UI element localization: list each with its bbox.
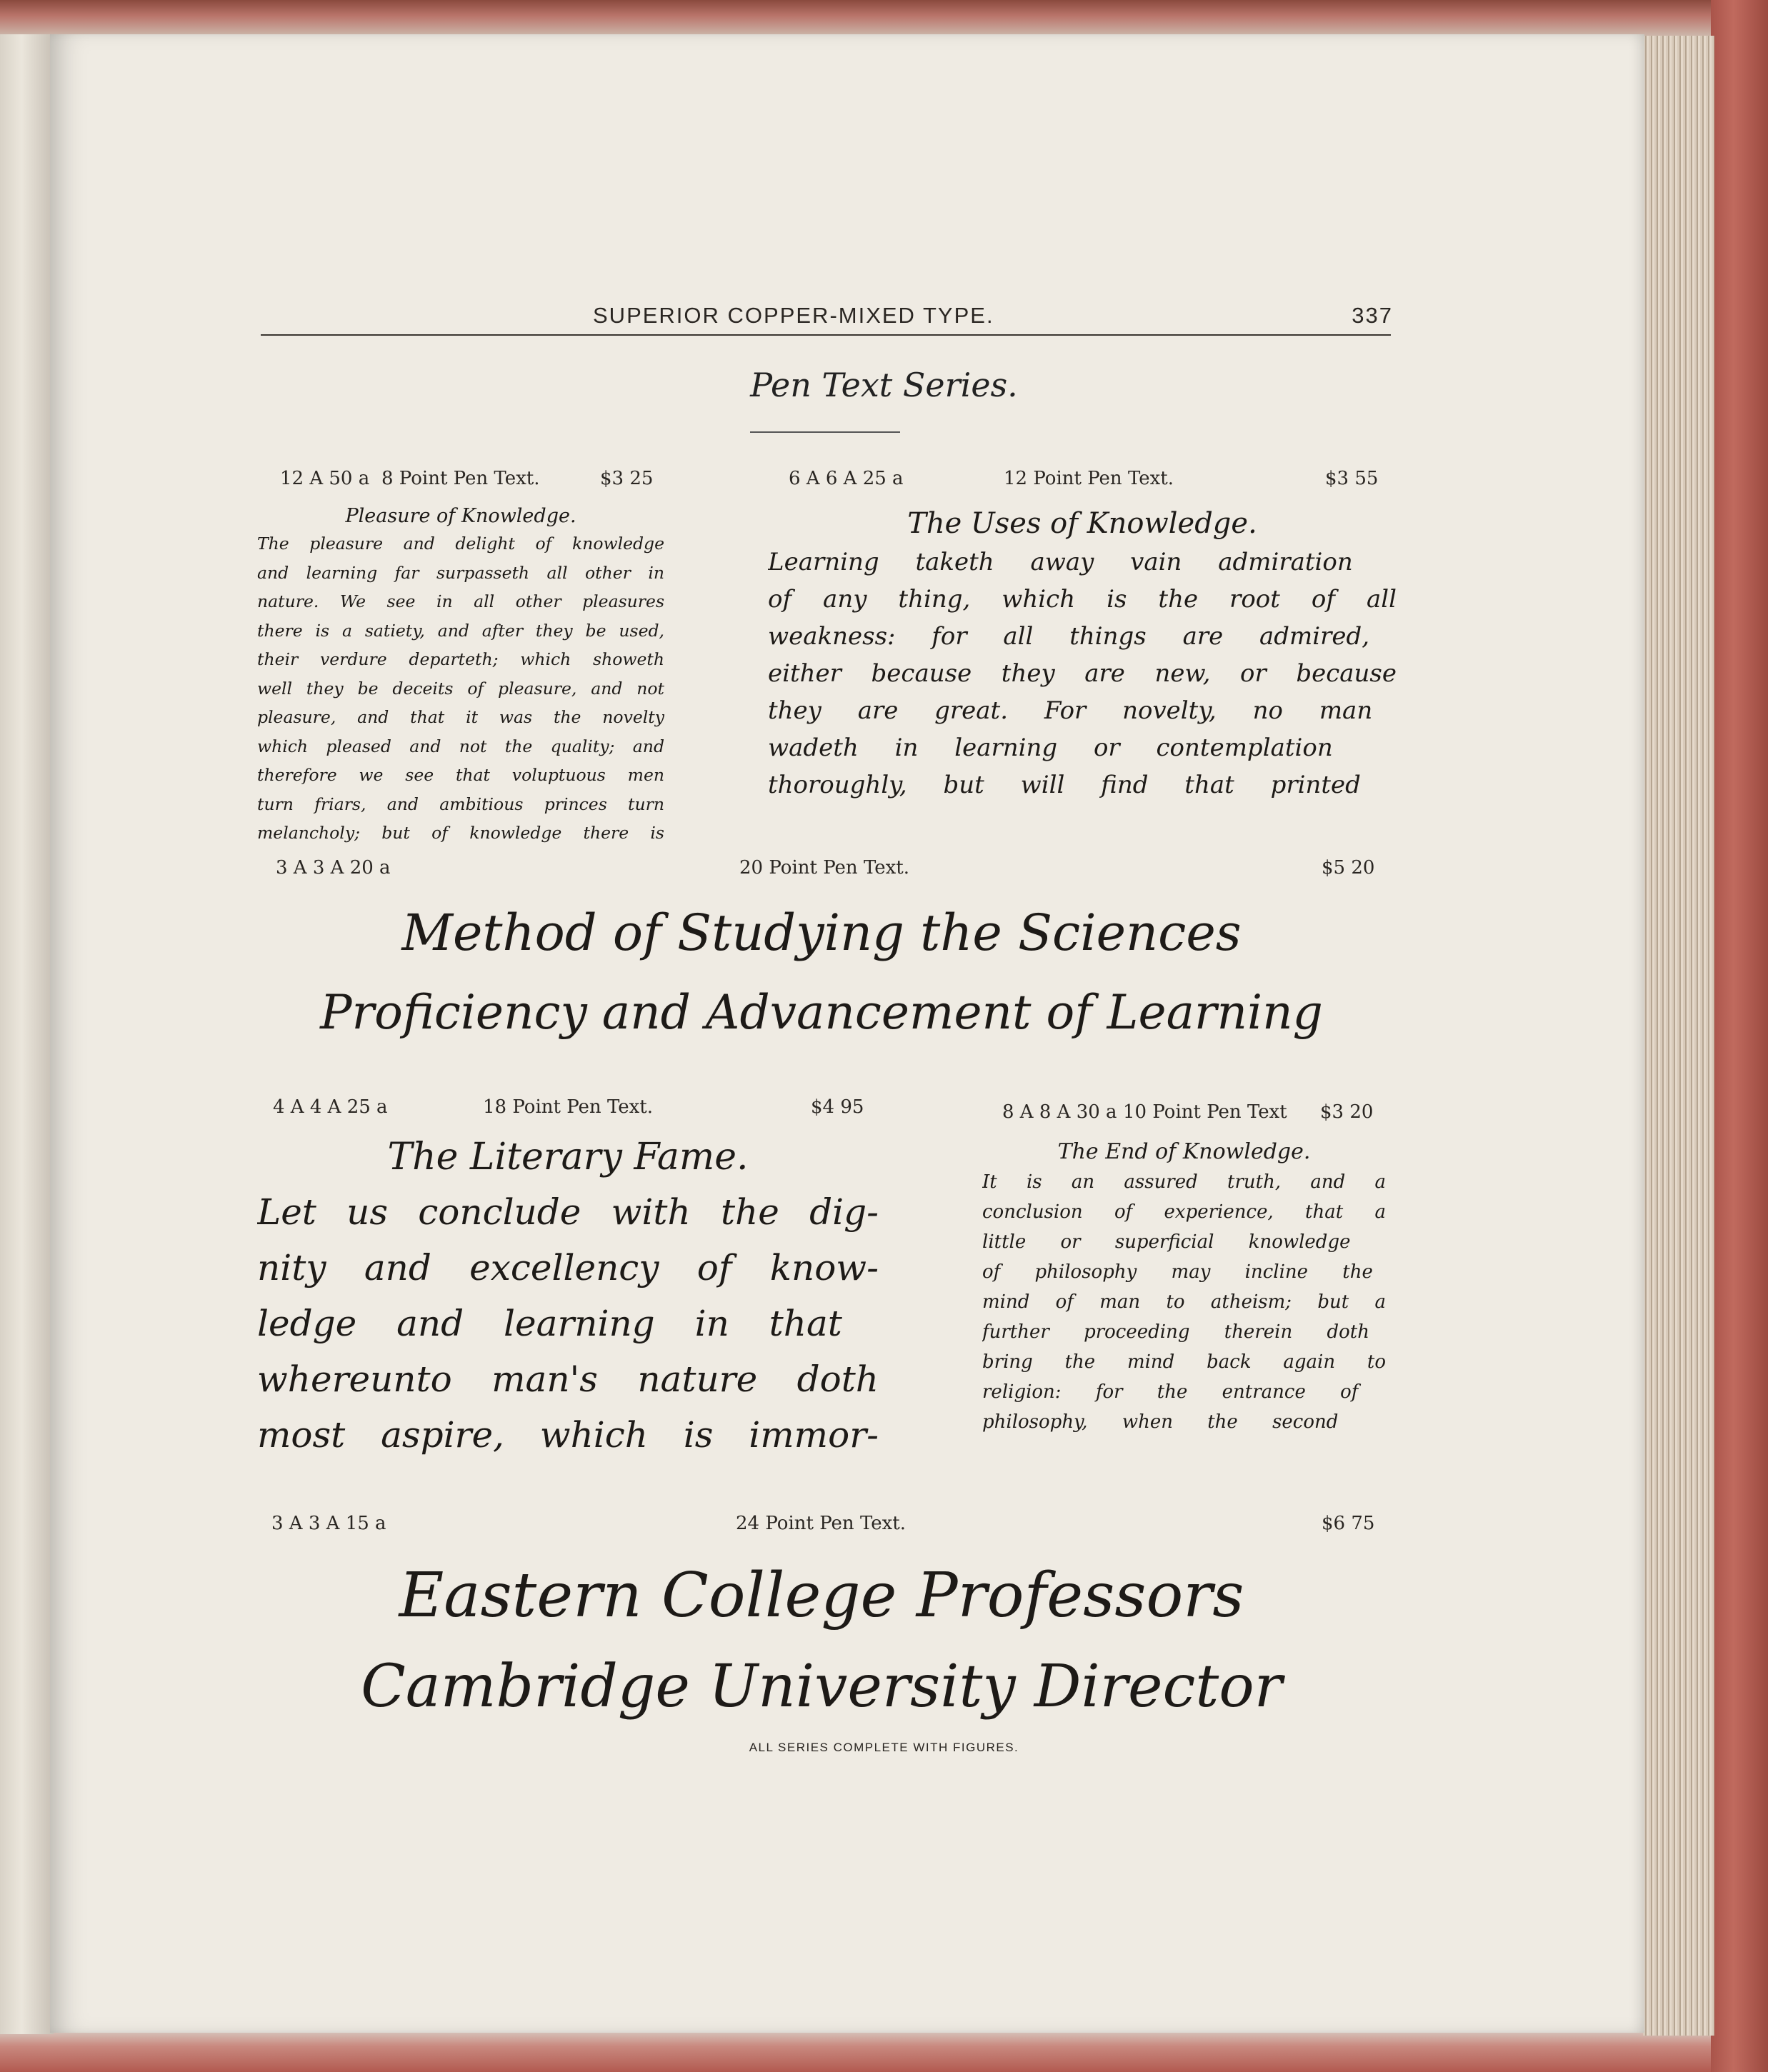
price: $6 75 <box>1322 1513 1375 1534</box>
size-name: 8 Point Pen Text. <box>381 468 540 489</box>
text-line: nity and excellency of know- <box>257 1247 879 1288</box>
book-cover-top <box>0 0 1768 39</box>
specimen-heading: The Uses of Knowledge. <box>907 507 1257 540</box>
text-line: pleasure, and that it was the novelty <box>257 707 664 727</box>
text-line: and learning far surpasseth all other in <box>257 562 664 583</box>
price: $5 20 <box>1322 857 1375 879</box>
text-line: wadeth in learning or contemplation <box>768 734 1333 762</box>
specimen-20pt <box>243 893 1400 1053</box>
text-line: whereunto man's nature doth <box>257 1358 879 1400</box>
header-rule <box>261 334 1391 336</box>
font-count: 3 A 3 A 20 a <box>276 857 391 879</box>
text-line: philosophy, when the second <box>982 1411 1339 1433</box>
specimen-lines <box>257 1184 879 1463</box>
text-line: Eastern College Professors <box>399 1560 1244 1631</box>
text-line: Method of Studying the Sciences <box>401 904 1242 962</box>
specimen-heading: The End of Knowledge. <box>1057 1139 1311 1164</box>
title-rule <box>750 431 900 433</box>
specimen-10pt <box>982 1137 1386 1437</box>
page-number: 337 <box>1352 303 1393 328</box>
specimen-lines <box>768 544 1397 804</box>
text-line: therefore we see that voluptuous men <box>257 765 664 785</box>
text-line: melancholy; but of knowledge there is <box>257 823 664 843</box>
font-count: 12 A 50 a <box>280 468 370 489</box>
specimen-24pt <box>243 1550 1400 1733</box>
text-line: of any thing, which is the root of all <box>768 585 1397 614</box>
page-edges <box>1643 36 1714 2036</box>
text-line: Learning taketh away vain admiration <box>768 548 1353 576</box>
text-line: well they be deceits of pleasure, and not <box>257 678 664 699</box>
running-header <box>257 299 1393 334</box>
text-line: religion: for the entrance of <box>982 1381 1359 1403</box>
text-line: further proceeding therein doth <box>982 1321 1369 1343</box>
text-line: nature. We see in all other pleasures <box>257 591 664 611</box>
facing-page-edge <box>0 34 54 2034</box>
specimen-12pt <box>768 504 1397 804</box>
specimen-lines <box>257 529 664 848</box>
spec-10pt <box>0 1101 1768 1126</box>
size-name: 20 Point Pen Text. <box>739 857 910 879</box>
text-line: Cambridge University Director <box>361 1653 1282 1721</box>
series-title: Pen Text Series. <box>750 366 1018 404</box>
text-line: Let us conclude with the dig- <box>257 1191 879 1233</box>
text-line: mind of man to atheism; but a <box>982 1291 1386 1313</box>
text-line: which pleased and not the quality; and <box>257 736 664 756</box>
price: $4 95 <box>811 1096 864 1118</box>
text-line: they are great. For novelty, no man <box>768 696 1373 725</box>
specimen-heading: Pleasure of Knowledge. <box>345 505 576 527</box>
size-name: 12 Point Pen Text. <box>1004 468 1174 489</box>
price: $3 25 <box>600 468 654 489</box>
text-line: thoroughly, but will find that printed <box>768 771 1361 799</box>
footer-note: ALL SERIES COMPLETE WITH FIGURES. <box>749 1741 1019 1754</box>
text-line: their verdure departeth; which showeth <box>257 649 664 669</box>
text-line: bring the mind back again to <box>982 1351 1386 1373</box>
text-line: turn friars, and ambitious princes turn <box>257 794 664 814</box>
text-line: most aspire, which is immor- <box>257 1414 879 1456</box>
font-count: 3 A 3 A 15 a <box>271 1513 386 1534</box>
font-count: 6 A 6 A 25 a <box>789 468 904 489</box>
spec-24pt <box>0 1513 1768 1537</box>
size-name: 24 Point Pen Text. <box>736 1513 907 1534</box>
spec-20pt <box>0 857 1768 881</box>
specimen-8pt <box>257 504 664 848</box>
text-line: conclusion of experience, that a <box>982 1201 1386 1223</box>
text-line: there is a satiety, and after they be used, <box>257 620 664 641</box>
size-name: 18 Point Pen Text. <box>483 1096 654 1118</box>
price: $3 55 <box>1325 468 1379 489</box>
specimen-18pt <box>257 1130 879 1463</box>
specimen-heading: The Literary Fame. <box>387 1136 749 1178</box>
text-line: The pleasure and delight of knowledge <box>257 534 664 554</box>
text-line: weakness: for all things are admired, <box>768 622 1370 651</box>
text-line: either because they are new, or because <box>768 659 1397 688</box>
spec-12pt <box>0 468 1768 492</box>
running-header-title: SUPERIOR COPPER-MIXED TYPE. <box>593 303 994 328</box>
price: $3 20 <box>1320 1101 1374 1123</box>
font-count: 8 A 8 A 30 a <box>1002 1101 1117 1123</box>
book-cover-bottom <box>0 2028 1768 2072</box>
size-name: 10 Point Pen Text <box>1123 1101 1287 1123</box>
specimen-lines <box>982 1167 1386 1437</box>
text-line: of philosophy may incline the <box>982 1261 1373 1283</box>
text-line: Proficiency and Advancement of Learning <box>320 985 1323 1040</box>
text-line: little or superficial knowledge <box>982 1231 1351 1253</box>
font-count: 4 A 4 A 25 a <box>273 1096 388 1118</box>
text-line: ledge and learning in that <box>257 1303 842 1344</box>
text-line: It is an assured truth, and a <box>982 1171 1386 1193</box>
book-cover-right <box>1711 0 1768 2072</box>
